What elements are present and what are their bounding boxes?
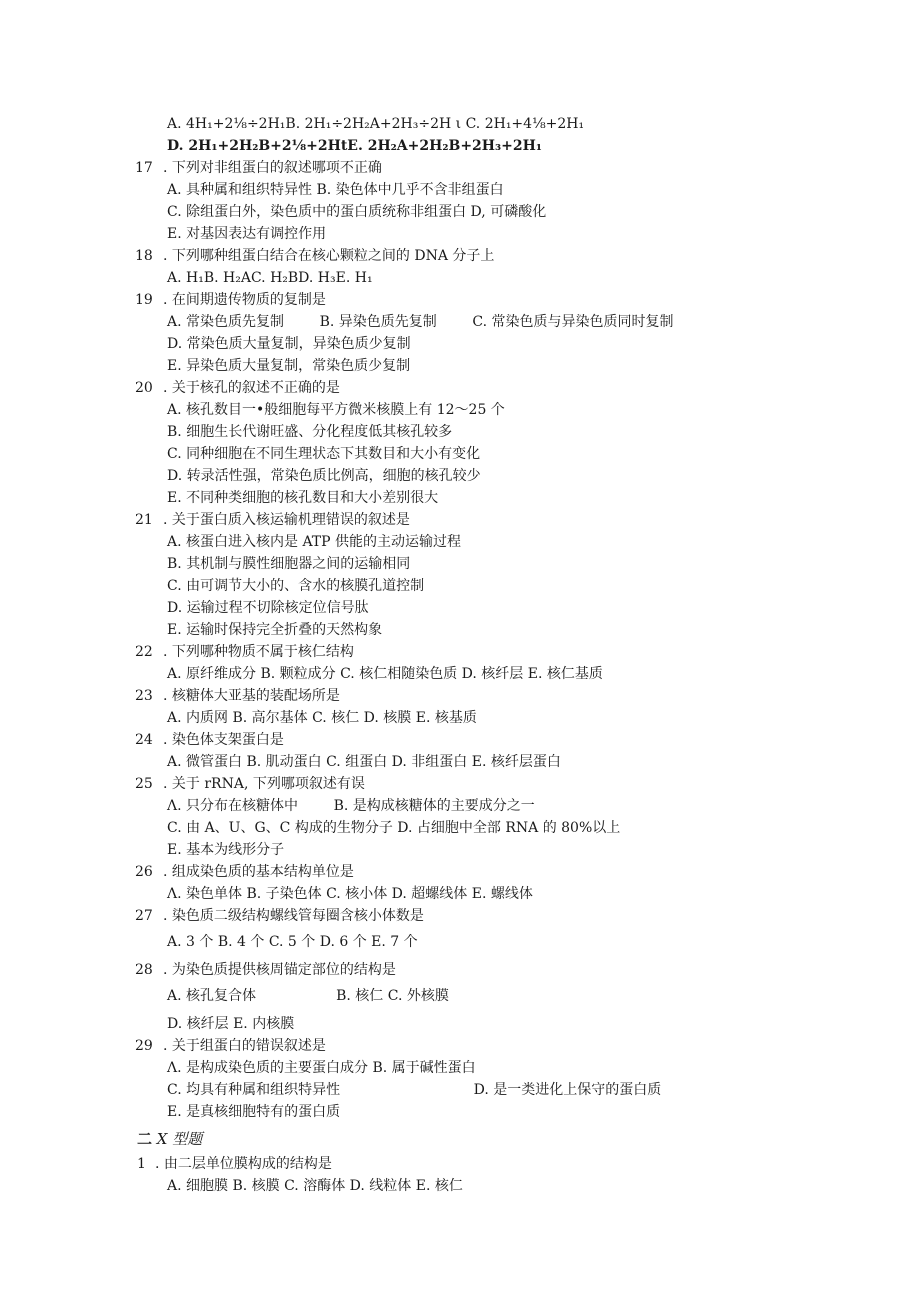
question-number: 17 — [135, 160, 153, 176]
option-line: D. 常染色质大量复制，异染色质少复制 — [167, 336, 411, 352]
option-line: D. 运输过程不切除核定位信号肽 — [167, 600, 369, 616]
question-number: 1 — [137, 1156, 146, 1172]
question-number: 26 — [135, 864, 153, 880]
question-number: 24 — [135, 732, 153, 748]
option-line: A. 内质网 B. 高尔基体 C. 核仁 D. 核膜 E. 核基质 — [167, 710, 477, 726]
question-stem: . 关于 rRNA, 下列哪项叙述有误 — [163, 776, 365, 792]
option-line: A. 微管蛋白 B. 肌动蛋白 C. 组蛋白 D. 非组蛋白 E. 核纤层蛋白 — [167, 754, 561, 770]
question-number: 20 — [135, 380, 153, 396]
option-line: A. 核孔数目一•般细胞每平方微米核膜上有 12～25 个 — [167, 402, 505, 418]
question-stem: . 下列对非组蛋白的叙述哪项不正确 — [163, 160, 382, 176]
option-line: E. 运输时保持完全折叠的天然构象 — [167, 622, 383, 638]
option-line: A. 核孔复合体 B. 核仁 C. 外核膜 — [167, 988, 449, 1004]
option-line: D. 转录活性强，常染色质比例高，细胞的核孔较少 — [167, 468, 481, 484]
q16-option-line-1: A. 4H₁+2⅛÷2H₁B. 2H₁÷2H₂A+2H₃÷2H ι C. 2H₁+4⅛+2H₁ — [167, 116, 585, 132]
option-line: Λ. 染色单体 B. 子染色体 C. 核小体 D. 超螺线体 E. 螺线体 — [167, 886, 533, 902]
option-line: C. 同种细胞在不同生理状态下其数目和大小有变化 — [167, 446, 481, 462]
question-stem: . 关于组蛋白的错误叙述是 — [163, 1038, 326, 1054]
option-line: E. 不同种类细胞的核孔数目和大小差别很大 — [167, 490, 439, 506]
q16-option-line-2: D. 2H₁+2H₂B+2⅛+2HtE. 2H₂A+2H₂B+2H₃+2H₁ — [167, 138, 542, 154]
option-line: B. 细胞生长代谢旺盛、分化程度低其核孔较多 — [167, 424, 453, 440]
question-stem: . 染色体支架蛋白是 — [163, 732, 284, 748]
question-stem: . 下列哪种组蛋白结合在核心颗粒之间的 DNA 分子上 — [163, 248, 495, 264]
option-line: B. 其机制与膜性细胞器之间的运输相同 — [167, 556, 411, 572]
question-stem: . 染色质二级结构螺线管每圈含核小体数是 — [163, 908, 424, 924]
question-stem: . 在间期遗传物质的复制是 — [163, 292, 326, 308]
question-stem: . 核糖体大亚基的装配场所是 — [163, 688, 340, 704]
question-number: 28 — [135, 962, 153, 978]
option-line: A. 常染色质先复制 B. 异染色质先复制 C. 常染色质与异染色质同时复制 — [167, 314, 674, 330]
question-number: 27 — [135, 908, 153, 924]
option-line: E. 异染色质大量复制，常染色质少复制 — [167, 358, 411, 374]
option-line: Λ. 是构成染色质的主要蛋白成分 B. 属于碱性蛋白 — [167, 1060, 476, 1076]
option-line: C. 由可调节大小的、含水的核膜孔道控制 — [167, 578, 425, 594]
option-line: Λ. 只分布在核糖体中 B. 是构成核糖体的主要成分之一 — [167, 798, 535, 814]
question-number: 18 — [135, 248, 153, 264]
option-line: A. 核蛋白进入核内是 ATP 供能的主动运输过程 — [167, 534, 462, 550]
question-number: 23 — [135, 688, 153, 704]
section-heading — [137, 1129, 202, 1149]
question-stem: . 组成染色质的基本结构单位是 — [163, 864, 354, 880]
option-line: A. 细胞膜 B. 核膜 C. 溶酶体 D. 线粒体 E. 核仁 — [167, 1178, 463, 1194]
section-type: X 型题 — [156, 1130, 203, 1148]
section-number: 二 — [137, 1130, 153, 1148]
option-line: A. 具种属和组织特异性 B. 染色体中几乎不含非组蛋白 — [167, 182, 504, 198]
question-number: 29 — [135, 1038, 153, 1054]
option-line: C. 均具有种属和组织特异性 D. 是一类进化上保守的蛋白质 — [167, 1082, 662, 1098]
question-stem: . 关于蛋白质入核运输机理错误的叙述是 — [163, 512, 410, 528]
option-line: A. 3 个 B. 4 个 C. 5 个 D. 6 个 E. 7 个 — [167, 934, 418, 950]
question-stem: . 下列哪种物质不属于核仁结构 — [163, 644, 354, 660]
question-stem: . 关于核孔的叙述不正确的是 — [163, 380, 340, 396]
option-line: C. 由 A、U、G、C 构成的生物分子 D. 占细胞中全部 RNA 的 80%以上 — [167, 820, 621, 836]
option-line: E. 对基因表达有调控作用 — [167, 226, 327, 242]
question-stem: . 为染色质提供核周锚定部位的结构是 — [163, 962, 396, 978]
option-line: E. 是真核细胞特有的蛋白质 — [167, 1104, 341, 1120]
option-line: A. H₁B. H₂AC. H₂BD. H₃E. H₁ — [167, 270, 373, 286]
question-number: 21 — [135, 512, 153, 528]
question-number: 19 — [135, 292, 153, 308]
option-line: E. 基本为线形分子 — [167, 842, 285, 858]
option-line: A. 原纤维成分 B. 颗粒成分 C. 核仁相随染色质 D. 核纤层 E. 核仁基质 — [167, 666, 603, 682]
question-stem: . 由二层单位膜构成的结构是 — [155, 1156, 332, 1172]
question-number: 25 — [135, 776, 153, 792]
option-line: D. 核纤层 E. 内核膜 — [167, 1016, 295, 1032]
option-line: C. 除组蛋白外，染色质中的蛋白质统称非组蛋白 D, 可磷酸化 — [167, 204, 547, 220]
question-number: 22 — [135, 644, 153, 660]
